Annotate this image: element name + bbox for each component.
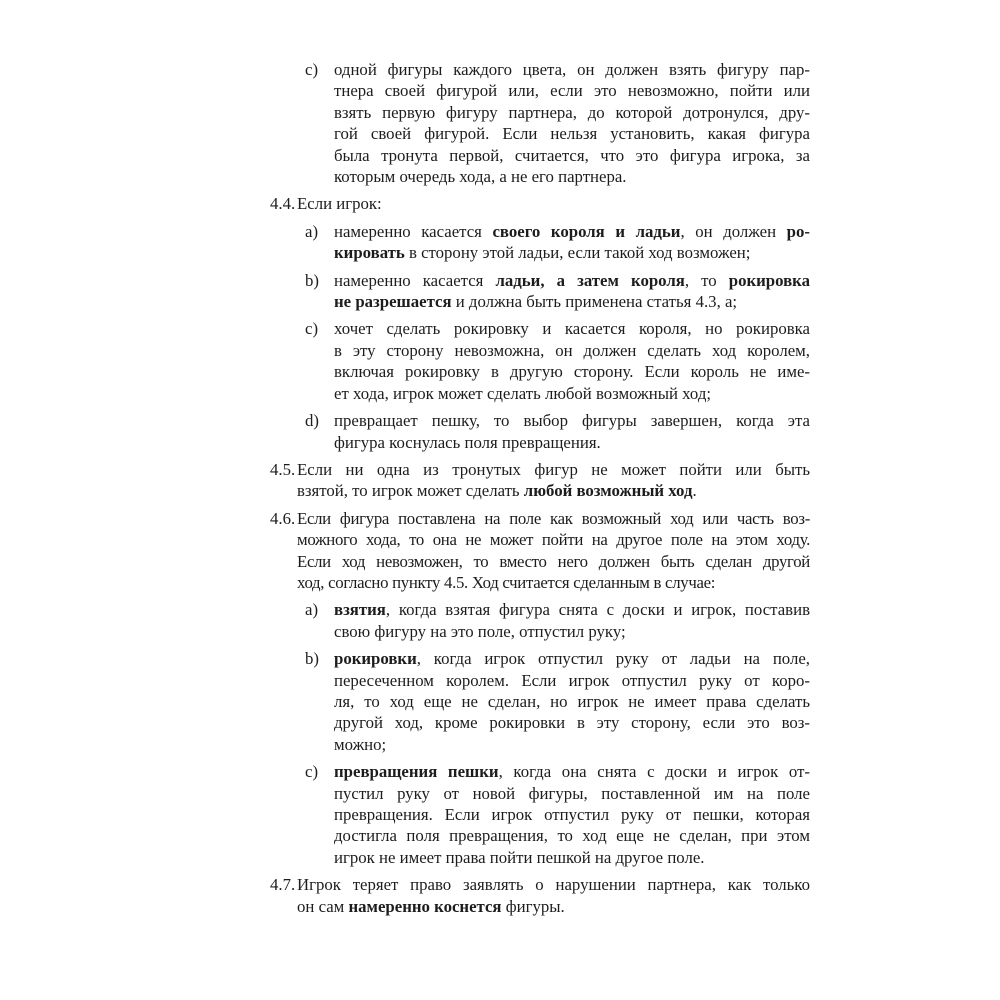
text-line: которым очередь хода, а не его партнера. [334,167,627,187]
text-line: Если ход невозможен, то вместо него должен быть сделан другой [297,551,810,571]
item-marker: d) [305,411,319,431]
text-line: Если игрок: [297,194,382,214]
item-marker: c) [305,762,319,782]
text-line: намеренно касается ладьи, а затем короля, то рокировка [334,270,810,290]
rule-item [270,874,810,917]
item-marker: b) [305,270,319,290]
item-text [297,459,810,502]
item-text [297,508,810,594]
text-line: взять первую фигуру партнера, до которой дотронулся, дру- [334,102,810,122]
item-marker: c) [305,319,319,339]
rules-list [270,59,810,917]
bold-text: ро- [786,221,810,241]
text-line: гой своей фигурой. Если нельзя установить, какая фигура [334,124,810,144]
bold-text: превращения пешки [334,762,499,782]
item-marker: a) [305,600,319,620]
item-marker: 4.7. [270,875,296,895]
rule-item [270,599,810,642]
text-line: ход, согласно пункту 4.5. Ход считается сделанным в случае: [297,572,716,592]
rule-item [270,648,810,755]
bold-text: взятия [334,600,386,620]
text-line: хочет сделать рокировку и касается короля, но рокировка [334,319,810,339]
item-marker: c) [305,60,319,79]
bold-text: ладьи, а затем короля [495,270,685,290]
item-text [334,59,810,187]
item-marker: a) [305,221,319,241]
item-marker: b) [305,649,319,669]
rule-item [270,59,810,187]
text-line: была тронута первой, считается, что это фигура игрока, за [334,145,810,165]
rule-item [270,761,810,868]
text-line: пересеченном королем. Если игрок отпустил руку от коро- [334,670,810,690]
rule-item [270,410,810,453]
text-line: Игрок теряет право заявлять о нарушении партнера, как только [297,875,810,895]
text-line: рокировки, когда игрок отпустил руку от ладьи на поле, [334,649,810,669]
item-text [334,318,810,404]
bold-text: намеренно коснется [348,896,502,916]
rule-item [270,318,810,404]
text-line: можного хода, то она не может пойти на другое поле на этом ходу. [297,530,810,550]
text-line: достигла поля превращения, то ход еще не сделан, при этом [334,826,810,846]
text-line: Если ни одна из тронутых фигур не может пойти или быть [297,459,810,479]
item-text [334,648,810,755]
item-text [334,270,810,313]
rule-item [270,508,810,594]
text-line: взятия, когда взятая фигура снята с доски и игрок, поставив [334,600,810,620]
rule-item [270,270,810,313]
text-line: кировать в сторону этой ладьи, если такой ход возможен; [334,243,751,263]
item-text [334,221,810,264]
text-line: превращения. Если игрок отпустил руку от пешки, которая [334,805,810,824]
text-line: ет хода, игрок может сделать любой возможный ход; [334,383,712,403]
text-line: пустил руку от новой фигуры, поставленной им на поле [334,783,810,803]
bold-text: кировать [334,243,405,263]
text-line: Если фигура поставлена на поле как возможный ход или часть воз- [297,508,810,528]
text-line: тнера своей фигурой или, если это невозможно, пойти или [334,81,810,101]
bold-text: рокировки [334,649,417,669]
bold-text: любой возможный ход [523,481,693,501]
text-line: он сам намеренно коснется фигуры. [297,896,565,916]
text-line: превращает пешку, то выбор фигуры завершен, когда эта [334,411,810,431]
text-line: намеренно касается своего короля и ладьи, он должен ро- [334,221,810,241]
text-line: ля, то ход еще не сделан, но игрок не имеет права сделать [334,691,810,711]
item-marker: 4.5. [270,459,296,479]
text-line: в эту сторону невозможна, он должен сделать ход королем, [334,340,810,360]
text-line: игрок не имеет права пойти пешкой на другое поле. [334,847,705,867]
rule-item [270,459,810,502]
text-line: одной фигуры каждого цвета, он должен взять фигуру пар- [334,60,810,79]
text-line: взятой, то игрок может сделать любой возможный ход. [297,481,697,501]
text-line: свою фигуру на это поле, отпустил руку; [334,621,626,641]
bold-text: рокировка [728,270,810,290]
text-line: фигура коснулась поля превращения. [334,432,601,452]
item-text [334,599,810,642]
text-line: другой ход, кроме рокировки в эту сторону, если это воз- [334,713,810,733]
text-line: не разрешается и должна быть применена статья 4.3, а; [334,292,738,312]
rule-item [270,193,810,214]
item-marker: 4.6. [270,508,296,528]
text-line: превращения пешки, когда она снята с доски и игрок от- [334,762,810,782]
item-text [297,193,810,214]
item-text [334,410,810,453]
text-line: можно; [334,734,387,754]
item-marker: 4.4. [270,194,296,214]
item-text [334,761,810,868]
text-line: включая рокировку в другую сторону. Если король не име- [334,362,810,382]
item-text [297,874,810,917]
rule-item [270,221,810,264]
bold-text: своего короля и ладьи [492,221,681,241]
bold-text: не разрешается [334,292,452,312]
